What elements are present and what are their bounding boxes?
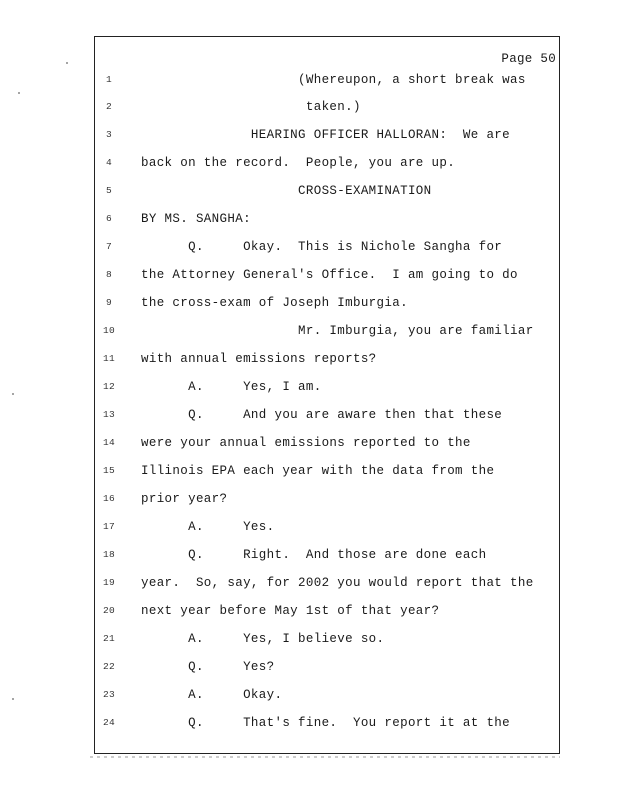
line-text: A. Yes. — [141, 520, 275, 534]
page-number: Page 50 — [501, 52, 556, 66]
line-number: 11 — [102, 353, 116, 364]
line-text: Q. Right. And those are done each — [141, 548, 487, 562]
line-number: 7 — [105, 241, 113, 252]
transcript-line — [96, 349, 556, 369]
line-number: 23 — [102, 689, 116, 700]
transcript-line — [96, 377, 556, 397]
line-text: Illinois EPA each year with the data from the — [141, 464, 495, 478]
line-number: 16 — [102, 493, 116, 504]
transcript-line — [96, 657, 556, 677]
transcript-line — [96, 685, 556, 705]
line-number: 22 — [102, 661, 116, 672]
scan-speck — [12, 393, 14, 395]
scan-speck — [66, 62, 68, 64]
line-text: Q. That's fine. You report it at the — [141, 716, 511, 730]
line-text: the cross-exam of Joseph Imburgia. — [141, 296, 408, 310]
transcript-line — [96, 181, 556, 201]
transcript-line — [96, 433, 556, 453]
transcript-line — [96, 629, 556, 649]
line-text: Q. Yes? — [141, 660, 275, 674]
line-text: (Whereupon, a short break was — [141, 73, 526, 87]
line-text: were your annual emissions reported to the — [141, 436, 471, 450]
line-number: 6 — [105, 213, 113, 224]
line-number: 8 — [105, 269, 113, 280]
line-number: 20 — [102, 605, 116, 616]
line-text: next year before May 1st of that year? — [141, 604, 440, 618]
line-text: A. Yes, I am. — [141, 380, 322, 394]
line-number: 2 — [105, 101, 113, 112]
line-text: back on the record. People, you are up. — [141, 156, 456, 170]
transcript-line — [96, 517, 556, 537]
line-number: 14 — [102, 437, 116, 448]
scan-noise-footer — [90, 756, 560, 758]
transcript-line — [96, 405, 556, 425]
line-number: 17 — [102, 521, 116, 532]
line-text: Q. Okay. This is Nichole Sangha for — [141, 240, 503, 254]
transcript-line — [96, 265, 556, 285]
line-number: 18 — [102, 549, 116, 560]
transcript-line — [96, 293, 556, 313]
scan-speck — [12, 698, 14, 700]
line-number: 9 — [105, 297, 113, 308]
transcript-line — [96, 209, 556, 229]
line-text: CROSS-EXAMINATION — [141, 184, 432, 198]
line-number: 4 — [105, 157, 113, 168]
line-number: 12 — [102, 381, 116, 392]
line-number: 10 — [102, 325, 116, 336]
scan-speck — [18, 92, 20, 94]
line-text: Q. And you are aware then that these — [141, 408, 503, 422]
transcript-line — [96, 601, 556, 621]
transcript-line — [96, 153, 556, 173]
line-number: 5 — [105, 185, 113, 196]
line-text: BY MS. SANGHA: — [141, 212, 251, 226]
transcript-line — [96, 70, 556, 90]
line-number: 13 — [102, 409, 116, 420]
line-number: 3 — [105, 129, 113, 140]
transcript-line — [96, 573, 556, 593]
transcript-line — [96, 545, 556, 565]
transcript-line — [96, 489, 556, 509]
line-text: Mr. Imburgia, you are familiar — [141, 324, 534, 338]
line-number: 21 — [102, 633, 116, 644]
line-text: HEARING OFFICER HALLORAN: We are — [141, 128, 511, 142]
transcript-line — [96, 97, 556, 117]
line-number: 19 — [102, 577, 116, 588]
line-text: A. Yes, I believe so. — [141, 632, 385, 646]
line-text: with annual emissions reports? — [141, 352, 377, 366]
line-text: year. So, say, for 2002 you would report that the — [141, 576, 534, 590]
transcript-line — [96, 125, 556, 145]
line-text: prior year? — [141, 492, 228, 506]
transcript-line — [96, 713, 556, 733]
transcript-line — [96, 461, 556, 481]
transcript-line — [96, 321, 556, 341]
line-number: 15 — [102, 465, 116, 476]
line-text: A. Okay. — [141, 688, 283, 702]
line-text: taken.) — [141, 100, 361, 114]
transcript-line — [96, 237, 556, 257]
line-number: 1 — [105, 74, 113, 85]
line-text: the Attorney General's Office. I am going to do — [141, 268, 518, 282]
line-number: 24 — [102, 717, 116, 728]
